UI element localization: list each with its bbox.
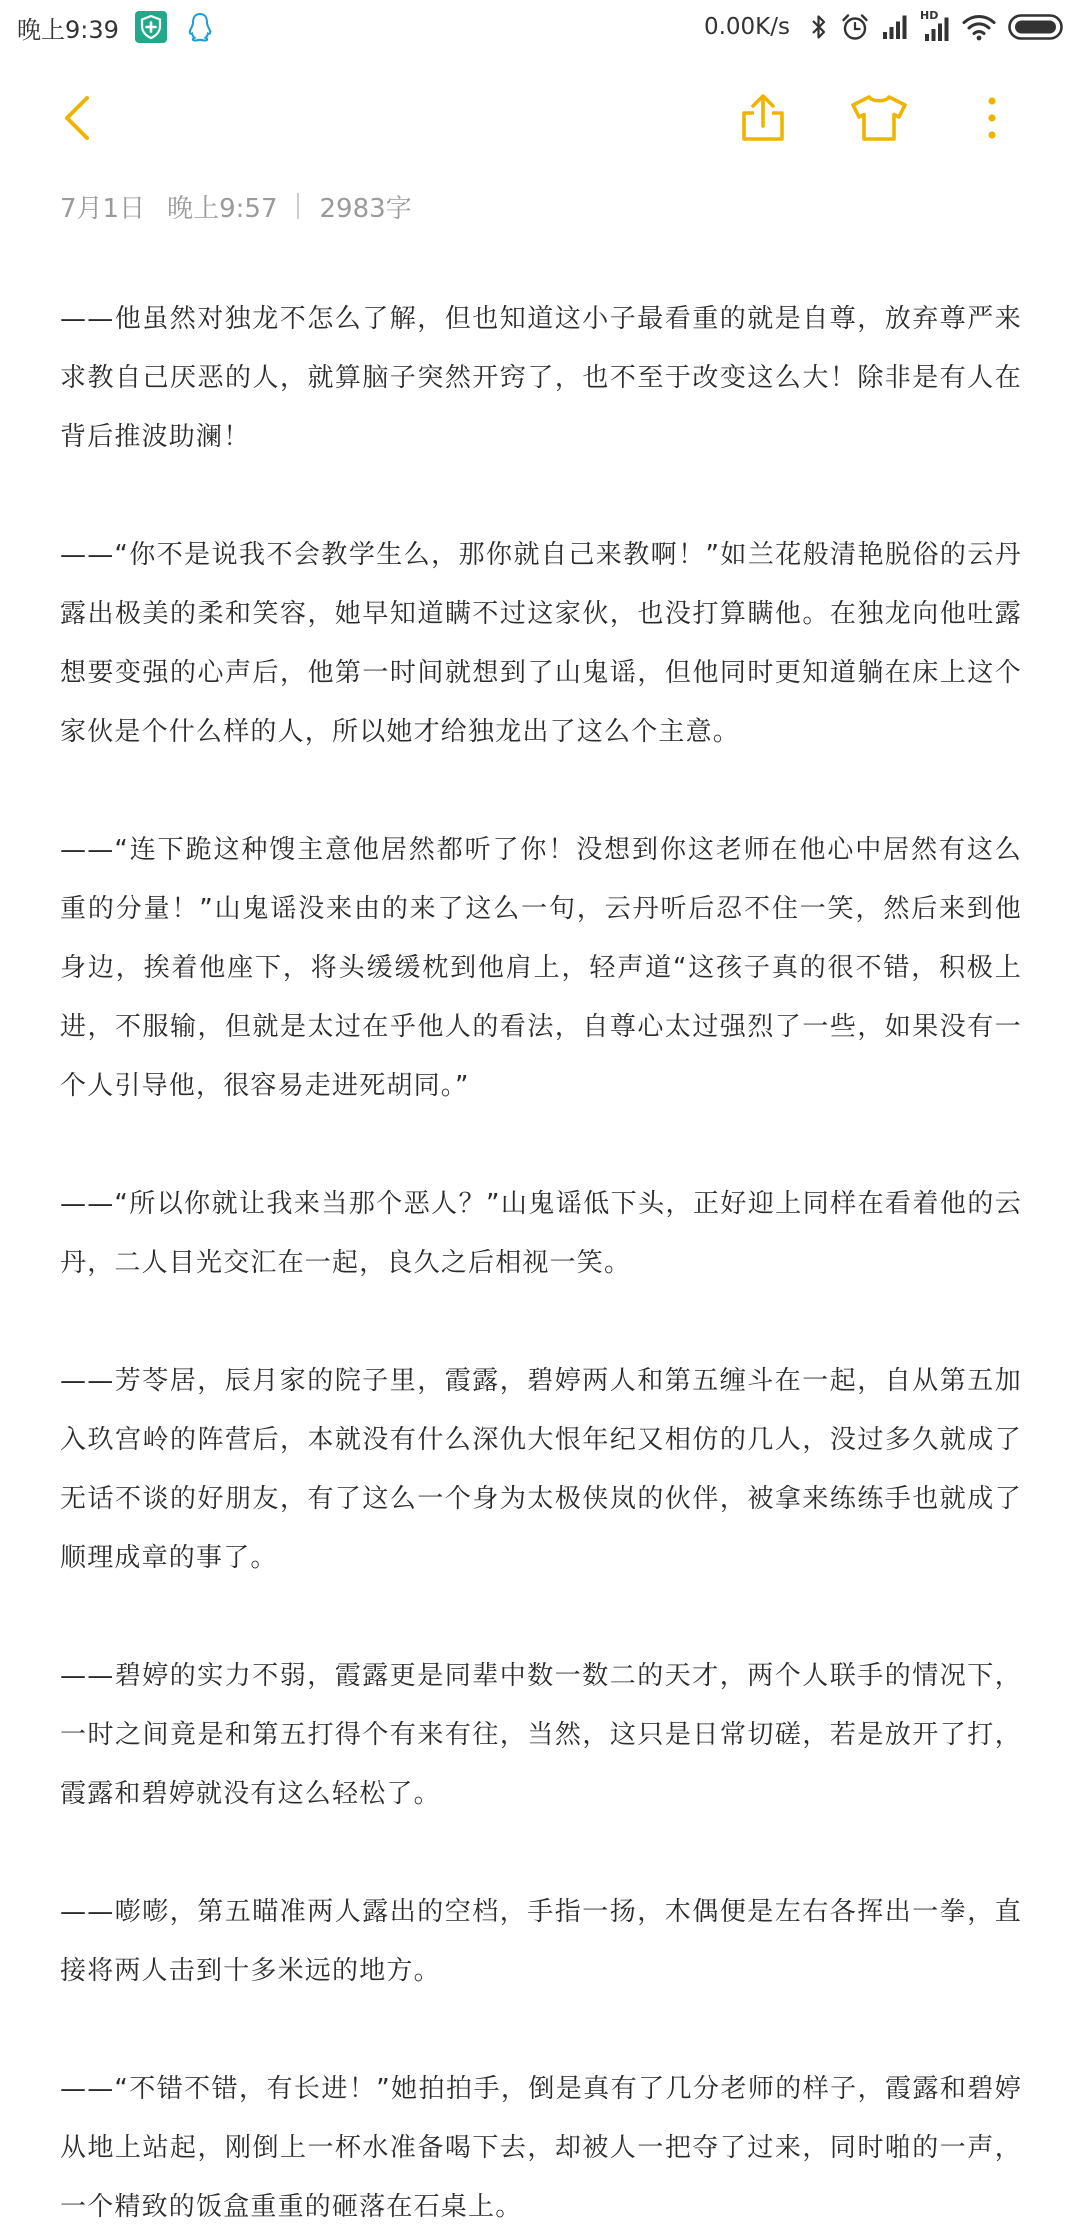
toolbar (0, 78, 1080, 158)
note-date: 7月1日 (60, 193, 146, 224)
note-paragraph: ——碧婷的实力不弱，霞露更是同辈中数一数二的天才，两个人联手的情况下，一时之间竟是和第五打得个有来有往，当然，这只是日常切磋，若是放开了打，霞露和碧婷就没有这么轻松了。 (60, 1661, 1022, 1809)
battery-icon (1008, 13, 1066, 41)
bluetooth-icon (810, 13, 828, 41)
more-button[interactable] (972, 90, 1012, 146)
note-paragraph: ——“你不是说我不会教学生么，那你就自己来教啊！”如兰花般清艳脱俗的云丹露出极美的柔和笑容，她早知道瞒不过这家伙，也没打算瞒他。在独龙向他吐露想要变强的心声后，他第一时间就想到了山鬼谣，但他同时更知道躺在床上这个家伙是个什么样的人，所以她才给独龙出了这么个主意。 (60, 540, 1022, 747)
back-button[interactable] (52, 92, 102, 144)
note-meta (60, 186, 412, 226)
status-left (17, 10, 215, 45)
alarm-clock-icon (840, 12, 870, 42)
note-paragraph: ——“连下跪这种馊主意他居然都听了你！没想到你这老师在他心中居然有这么重的分量！”山鬼谣没来由的来了这么一句，云丹听后忍不住一笑，然后来到他身边，挨着他座下，将头缓缓枕到他肩上，轻声道“这孩子真的很不错，积极上进，不服输，但就是太过在乎他人的看法，自尊心太过强烈了一些，如果没有一个人引导他，很容易走进死胡同。” (60, 835, 1022, 1101)
theme-button[interactable] (848, 90, 910, 146)
status-time: 晚上9:39 (17, 15, 119, 44)
net-speed: 0.00K/s (703, 14, 790, 40)
share-icon (739, 93, 787, 143)
note-paragraph: ——嘭嘭，第五瞄准两人露出的空档，手指一扬，木偶便是左右各挥出一拳，直接将两人击到十多米远的地方。 (60, 1897, 1022, 1986)
signal-icon (882, 14, 908, 40)
note-body[interactable] (60, 290, 1022, 2222)
t-shirt-icon (850, 94, 908, 142)
word-count: 2983字 (319, 193, 412, 224)
note-paragraph: ——他虽然对独龙不怎么了解，但也知道这小子最看重的就是自尊，放弃尊严来求教自己厌恶的人，就算脑子突然开窍了，也不至于改变这么大！除非是有人在背后推波助澜！ (60, 304, 1022, 452)
note-paragraph: ——“不错不错，有长进！”她拍拍手，倒是真有了几分老师的样子，霞露和碧婷从地上站起，刚倒上一杯水准备喝下去，却被人一把夺了过来，同时啪的一声，一个精致的饭盒重重的砸落在石桌上。 (60, 2074, 1022, 2222)
qq-penguin-icon (185, 11, 215, 43)
status-bar (0, 0, 1080, 54)
note-paragraph: ——“所以你就让我来当那个恶人？”山鬼谣低下头，正好迎上同样在看着他的云丹，二人目光交汇在一起，良久之后相视一笑。 (60, 1189, 1022, 1278)
shield-app-icon (135, 11, 167, 43)
share-button[interactable] (736, 90, 790, 146)
back-arrow-icon (62, 95, 92, 141)
status-right (703, 9, 1066, 42)
meta-divider (297, 193, 299, 219)
hd-label: HD (920, 9, 939, 22)
wifi-icon (962, 13, 996, 41)
more-vertical-icon (986, 96, 998, 140)
hd-signal-icon (920, 9, 950, 42)
note-paragraph: ——芳苓居，辰月家的院子里，霞露，碧婷两人和第五缠斗在一起，自从第五加入玖宫岭的阵营后，本就没有什么深仇大恨年纪又相仿的几人，没过多久就成了无话不谈的好朋友，有了这么一个身为太极侠岚的伙伴，被拿来练练手也就成了顺理成章的事了。 (60, 1366, 1022, 1573)
note-time: 晚上9:57 (167, 193, 278, 224)
